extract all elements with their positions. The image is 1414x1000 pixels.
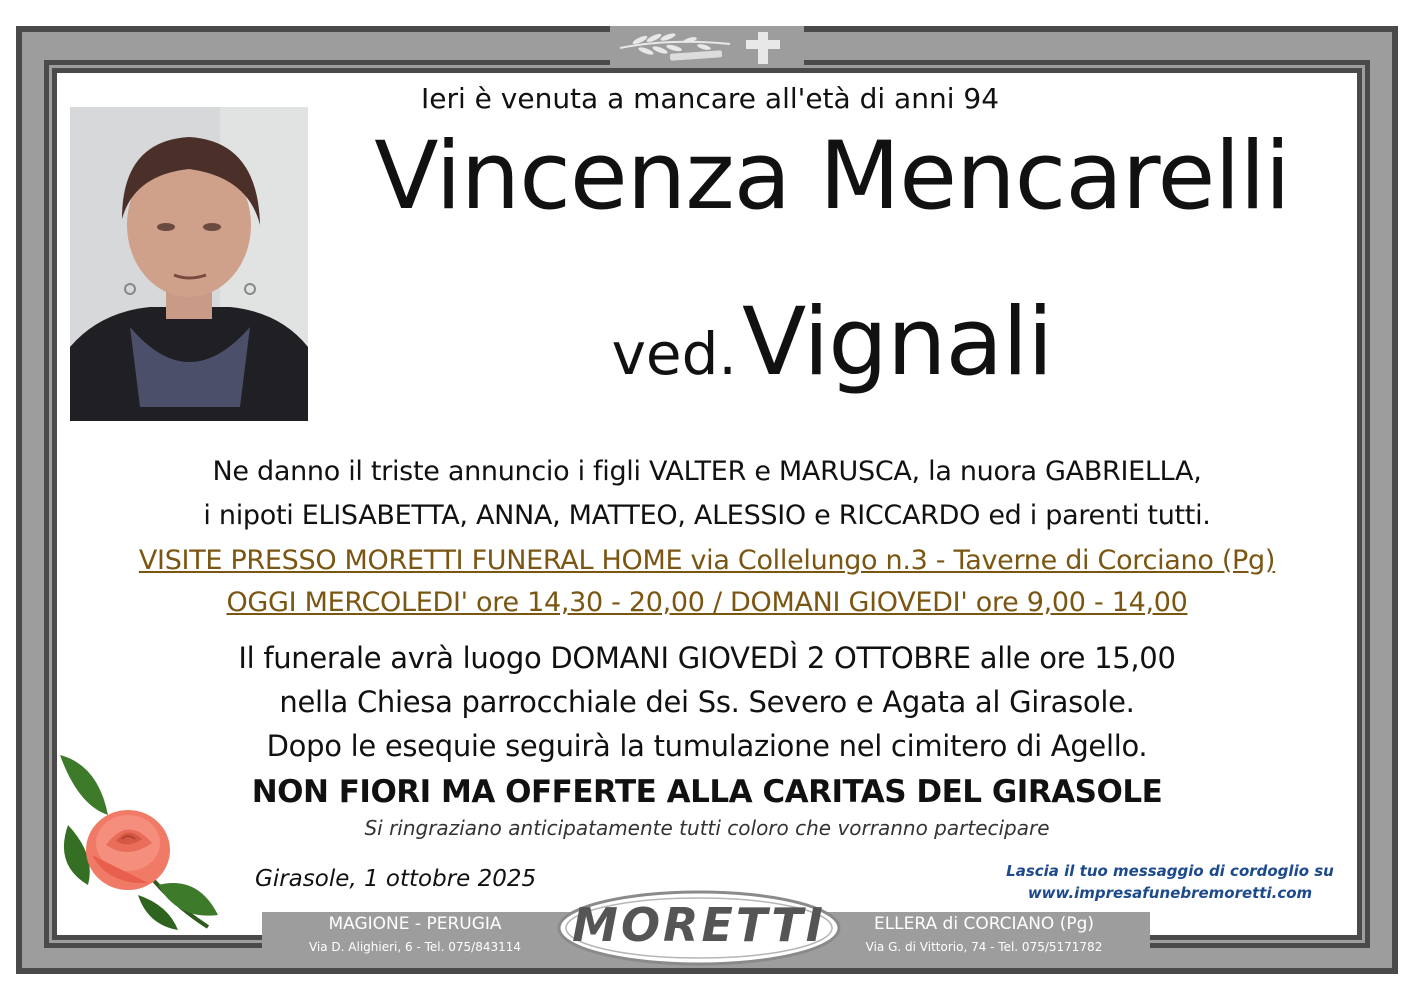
announcement-text	[0, 450, 1414, 538]
married-name	[312, 288, 1352, 397]
office-city: MAGIONE - PERUGIA	[328, 914, 502, 934]
visits-line: VISITE PRESSO MORETTI FUNERAL HOME via Collelungo n.3 - Taverne di Corciano (Pg)	[138, 545, 1276, 576]
announcement-line: Ne danno il triste annuncio i figli VALTER e MARUSCA, la nuora GABRIELLA,	[212, 456, 1202, 487]
company-logo: MORETTI	[572, 898, 826, 952]
condolence-line: Lascia il tuo messaggio di cordoglio su	[1006, 862, 1334, 880]
place-date: Girasole, 1 ottobre 2025	[255, 866, 537, 892]
office-city: ELLERA di CORCIANO (Pg)	[873, 914, 1095, 934]
portrait-photo	[70, 107, 308, 421]
footer-left-office	[290, 912, 540, 958]
announcement-line: i nipoti ELISABETTA, ANNA, MATTEO, ALESSIO e RICCARDO ed i parenti tutti.	[203, 500, 1211, 531]
thanks-text: Si ringraziano anticipatamente tutti coloro che vorranno partecipare	[364, 816, 1050, 840]
condolence-url-link[interactable]: www.impresafunebremoretti.com	[1027, 884, 1313, 902]
intro-text: Ieri è venuta a mancare all'età di anni 94	[420, 82, 1000, 115]
no-flowers-notice: NON FIORI MA OFFERTE ALLA CARITAS DEL GIRASOLE	[251, 774, 1163, 810]
visits-line: OGGI MERCOLEDI' ore 14,30 - 20,00 / DOMANI GIOVEDI' ore 9,00 - 14,00	[226, 587, 1188, 618]
married-surname: Vignali	[741, 288, 1053, 397]
funeral-details	[0, 636, 1414, 768]
rose-icon	[58, 755, 228, 935]
cross-and-olive-branch-icon	[610, 26, 804, 68]
widow-prefix: ved.	[611, 320, 737, 388]
funeral-line: Dopo le esequie seguirà la tumulazione nel cimitero di Agello.	[266, 729, 1148, 763]
deceased-name: Vincenza Mencarelli	[374, 122, 1290, 231]
visiting-hours	[0, 540, 1414, 624]
footer-right-office	[846, 912, 1122, 958]
office-address: Via D. Alighieri, 6 - Tel. 075/843114	[308, 940, 521, 954]
funeral-line: Il funerale avrà luogo DOMANI GIOVEDÌ 2 OTTOBRE alle ore 15,00	[238, 641, 1176, 675]
funeral-line: nella Chiesa parrocchiale dei Ss. Severo e Agata al Girasole.	[279, 685, 1135, 719]
office-address: Via G. di Vittorio, 74 - Tel. 075/5171782	[865, 940, 1103, 954]
condolence-message	[990, 860, 1350, 904]
